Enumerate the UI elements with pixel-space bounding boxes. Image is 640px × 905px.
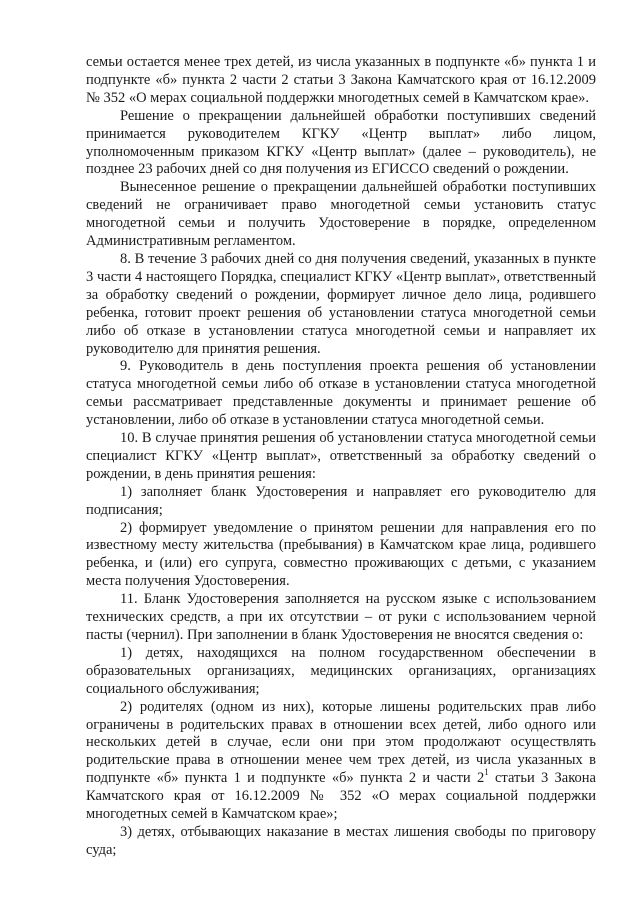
paragraph-text-part: 2) родителях (одном из них), которые лишены родительских прав либо ограничены в родительских правах в отношении всех детей, либо одного или нескольких детей в случае, если они при этом продолжают осуществлять родительские права в отношении менее чем трех детей, из числа указанных в подпункте «б» пункта 1 и подпункте «б» пункта 2 и части 2 (86, 698, 596, 787)
paragraph-item-10: 10. В случае принятия решения об установлении статуса многодетной семьи специалист КГКУ «Центр выплат», ответственный за обработку сведений о рождении, в день принятия решения: (86, 430, 596, 482)
superscript-mark: 1 (484, 767, 489, 778)
paragraph-item-8: 8. В течение 3 рабочих дней со дня получения сведений, указанных в пункте 3 части 4 настоящего Порядка, специалист КГКУ «Центр выплат», ответственный за обработку сведений о рождении, формирует личное дело лица, родившего ребенка, готовит проект решения об установлении статуса многодетной семьи либо об отказе в установлении статуса многодетной семьи и направляет их руководителю для принятия решения. (86, 250, 596, 357)
paragraph-item-10-sub-1: 1) заполняет бланк Удостоверения и направляет его руководителю для подписания; (86, 483, 596, 518)
paragraph-continuation: семьи остается менее трех детей, из числа указанных в подпункте «б» пункта 1 и подпункте «б» пункта 2 части 2 статьи 3 Закона Камчатского края от 16.12.2009 № 352 «О мерах социальной поддержки многодетных семей в Камчатском крае». (86, 54, 596, 106)
document-page (86, 54, 596, 860)
paragraph-decision-not-limiting: Вынесенное решение о прекращении дальнейшей обработки поступивших сведений не ограничивает право многодетной семьи установить статус многодетной семьи и получить Удостоверение в порядке, определенном Административным регламентом. (86, 179, 596, 250)
paragraph-item-11: 11. Бланк Удостоверения заполняется на русском языке с использованием технических средств, а при их отсутствии – от руки с использованием черной пасты (чернил). При заполнении в бланк Удостоверения не вносятся сведения о: (86, 591, 596, 643)
paragraph-item-11-sub-3: 3) детях, отбывающих наказание в местах лишения свободы по приговору суда; (86, 823, 596, 858)
paragraph-item-10-sub-2: 2) формирует уведомление о принятом решении для направления его по известному месту жительства (пребывания) в Камчатском крае лица, родившего ребенка, и (или) его супруга, совместно проживающих с детьми, с указанием места получения Удостоверения. (86, 519, 596, 590)
paragraph-item-11-sub-1: 1) детях, находящихся на полном государственном обеспечении в образовательных организациях, медицинских организациях, организациях социального обслуживания; (86, 644, 596, 697)
paragraph-item-11-sub-2 (86, 699, 596, 824)
paragraph-termination-decision: Решение о прекращении дальнейшей обработки поступивших сведений принимается руководителем КГКУ «Центр выплат» либо лицом, уполномоченным приказом КГКУ «Центр выплат» (далее – руководитель), не позднее 23 рабочих дней со дня получения из ЕГИССО сведений о рождении. (86, 107, 596, 178)
paragraph-item-9: 9. Руководитель в день поступления проекта решения об установлении статуса многодетной семьи либо об отказе в установлении статуса многодетной семьи рассматривает представленные документы и принимает решение об установлении, либо об отказе в установлении статуса многодетной семьи. (86, 358, 596, 429)
paragraph-text-part: статьи 3 Закона Камчатского края от 16.12.2009 № 352 «О мерах социальной поддержки многодетных семей в Камчатском крае»; (86, 770, 596, 823)
